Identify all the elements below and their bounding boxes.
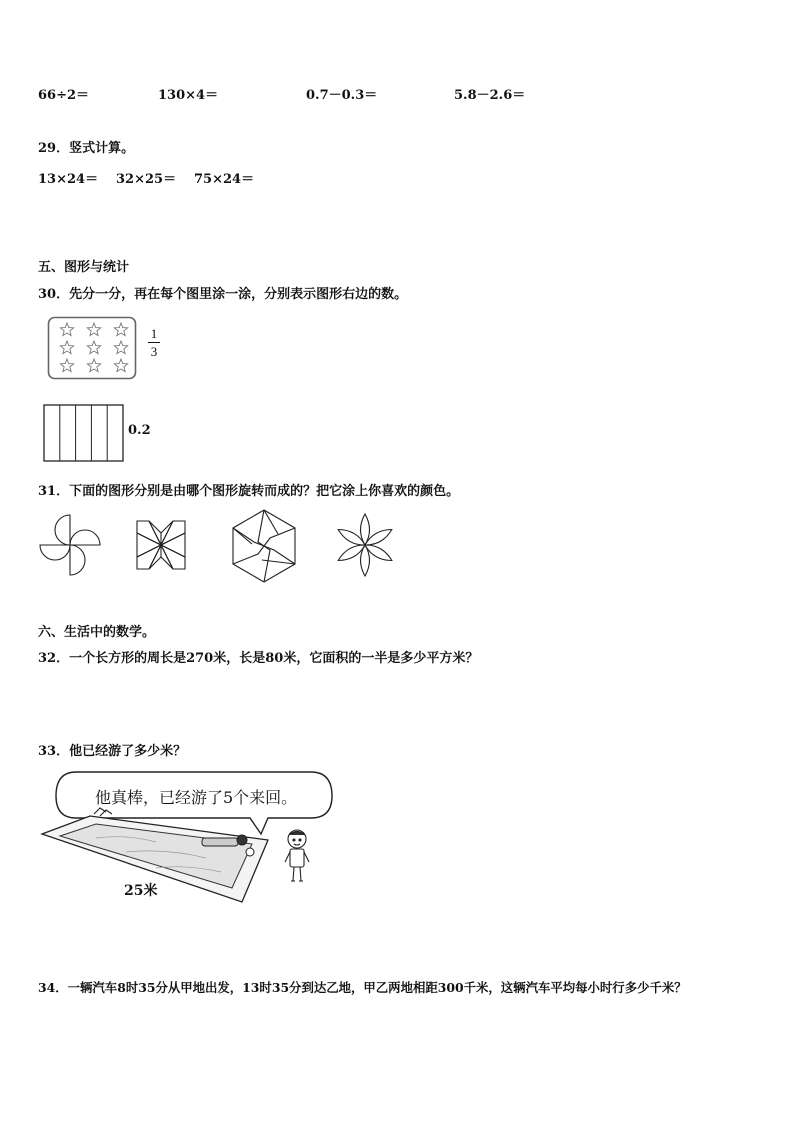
speech-bubble-text: 他真棒，已经游了5个来回。	[95, 788, 298, 807]
q34-title: 34．一辆汽车8时35分从甲地出发，13时35分到达乙地，甲乙两地相距300千米，这辆汽车平均每小时行多少千米？	[38, 980, 687, 995]
pinwheel-figure	[35, 510, 105, 580]
star-icon	[114, 323, 127, 336]
q29-title: 29．竖式计算。	[38, 141, 135, 156]
fraction-denominator: 3	[150, 344, 158, 359]
flower-figure	[330, 510, 400, 580]
star-icon	[114, 359, 127, 372]
fraction-bar	[148, 342, 160, 343]
q33-title: 33．他已经游了多少米？	[38, 744, 187, 759]
calc-item-3: 0.7－0.3＝	[306, 88, 378, 103]
star-box-figure	[47, 316, 147, 382]
fraction-label	[148, 326, 160, 359]
q32-title: 32．一个长方形的周长是270米，长是80米，它面积的一半是多少平方米？	[38, 651, 479, 666]
section6-title: 六、生活中的数学。	[38, 625, 156, 640]
star-icon	[60, 341, 73, 354]
star-icon	[114, 341, 127, 354]
fraction-numerator: 1	[150, 326, 158, 341]
pool-length-label: 25米	[124, 883, 158, 899]
rhombus-cross-figure	[128, 512, 194, 578]
boy-figure	[280, 826, 314, 890]
q31-title: 31．下面的图形分别是由哪个图形旋转而成的？把它涂上你喜欢的颜色。	[38, 484, 460, 499]
star-icon	[60, 359, 73, 372]
q29-item-1: 13×24＝	[38, 172, 99, 187]
calc-item-1: 66÷2＝	[38, 88, 90, 103]
star-icon	[87, 323, 100, 336]
star-icon	[87, 359, 100, 372]
hexagon-pinwheel-figure	[224, 506, 304, 586]
decimal-label: 0.2	[128, 423, 151, 438]
q29-item-2: 32×25＝	[116, 172, 177, 187]
star-icon	[60, 323, 73, 336]
q30-title: 30．先分一分，再在每个图里涂一涂，分别表示图形右边的数。	[38, 287, 408, 302]
five-part-bar	[43, 404, 125, 462]
star-icon	[87, 341, 100, 354]
calc-item-4: 5.8－2.6＝	[454, 88, 526, 103]
section5-title: 五、图形与统计	[38, 260, 130, 275]
calc-item-2: 130×4＝	[158, 88, 219, 103]
q29-item-3: 75×24＝	[194, 172, 255, 187]
